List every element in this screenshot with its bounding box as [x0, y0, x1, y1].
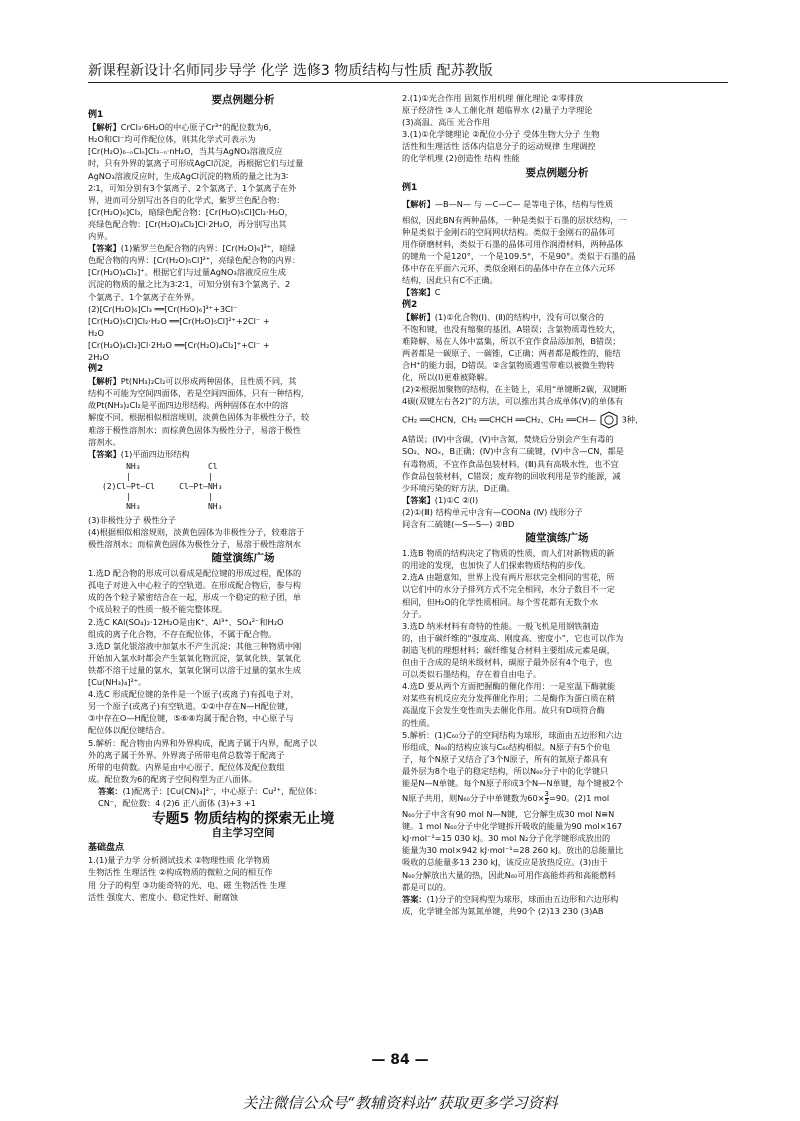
topic-title: 专题5 物质结构的探索无止境: [151, 811, 335, 828]
example-1-analysis: [402, 198, 712, 299]
list-item: 可以类似石墨结构，存在着自由电子。: [402, 669, 542, 680]
text-line: (1)平面四边形结构: [120, 448, 190, 459]
drill-list: [88, 567, 398, 809]
example-2-answer: [88, 448, 398, 550]
example-2-label: 例2: [88, 364, 104, 375]
text-line: 色配合物的内界：[Cr(H₂O)₅Cl]²⁺，亮绿色配合物的内界：: [88, 255, 301, 266]
list-item: 对某些有机反应充分发挥催化作用；二是酶作为蛋白质在稍: [402, 693, 615, 704]
list-item: 都是可以的。: [402, 881, 452, 892]
analysis-tag: 【解析】: [88, 122, 121, 133]
example-1-answer: [88, 242, 398, 363]
text-line: 亮绿色配合物：[Cr(H₂O)₄Cl₂]Cl·2H₂O，再分别写出其: [88, 218, 287, 229]
text-line: (2)①(Ⅲ) 结构单元中含有—COONa (Ⅳ) 线形分子: [402, 506, 583, 517]
text-line: 有毒物质，不宜作食品包装材料，(Ⅲ)具有高吸水性，也不宜: [402, 458, 619, 469]
example-1-analysis: [88, 121, 398, 242]
equation-line: (2)[Cr(H₂O)₆]Cl₃ ══[Cr(H₂O)₆]³⁺+3Cl⁻: [88, 303, 238, 314]
base-list: [88, 854, 398, 902]
list-item: 吸收的总能量多13 230 kJ，该反应是放热反应。(3)由于: [402, 857, 608, 868]
text-line: 结构不可能为空间四面体，若是空间四面体，只有一种结构，: [88, 388, 310, 399]
list-item: 配位体以配位键结合。: [88, 725, 170, 736]
list-item: 能是N—N单键。每个N原子形成3个N—N单键，每个键被2个: [402, 777, 624, 788]
list-item: kJ·mol⁻¹=15 030 kJ。30 mol N₂分子化学键形成放出的: [402, 833, 611, 844]
text-line: 难降解，易在人体中富集，所以不宜作食品添加剂，B错误；: [402, 335, 621, 346]
text-line: (3)非极性分子 极性分子: [88, 514, 176, 525]
list-item: 个成员粒子的性质一般不能完整体现。: [88, 604, 228, 615]
text-line: 内界。: [88, 231, 113, 242]
text-line: Pt(NH₃)₂Cl₂可以形成两种固体，且性质不同，其: [120, 376, 297, 387]
list-item: 5.解析：配合物由内界和外界构成，配离子属于内界，配离子以: [88, 737, 317, 748]
list-item: 的性质。: [402, 717, 435, 728]
example-1-label: 例1: [88, 110, 104, 121]
list-item: 外的离子属于外界。外界离子所带电荷总数等于配离子: [88, 749, 285, 760]
text-line: A错误；(Ⅳ)中含碳，(Ⅴ)中含氮，焚烧后分别会产生有毒的: [402, 434, 614, 445]
drill-list: [402, 547, 712, 917]
list-item: 另一个原子(或离子)有空轨道。①②中存在N—H配位键，: [88, 701, 294, 712]
monomer-line: [402, 411, 712, 429]
section-title-examples: 要点例题分析: [525, 166, 589, 179]
text-line: SO₂、NOₓ，B正确；(Ⅳ)中含有二硫键，(Ⅴ)中含—CN，都是: [402, 446, 624, 457]
text-line: 极性溶剂水；而棕黄色固体为极性分子，易溶于极性溶剂水: [88, 539, 301, 549]
left-column: [88, 92, 398, 903]
text-line: CrCl₃·6H₂O的中心原子Cr³⁺的配位数为6，: [120, 122, 277, 133]
list-item: 的，由于碳纤维的“强度高、刚度高、密度小”，它也可以作为: [402, 632, 624, 643]
example-2-analysis: [88, 375, 398, 448]
text-fragment: N原子共用，则N₆₀分子中单键数为60×: [402, 793, 545, 804]
text-line: 个氯离子、1个氯离子在外界。: [88, 291, 200, 302]
list-item: 3.选D 纳米材料有奇特的性能。一般飞机是用钢铁制造: [402, 620, 599, 631]
text-line: CN⁻，配位数：4 (2)6 正八面体 (3)+3 +1: [98, 797, 257, 808]
text-line: 时，只有外界的氯离子可形成AgCl沉淀，再根据它们与过量: [88, 158, 304, 169]
equation-line: [Cr(H₂O)₄Cl₂]Cl·2H₂O ══[Cr(H₂O)₄Cl₂]⁺+Cl⁻ +: [88, 339, 270, 350]
list-item: 4.选D 要从两个方面把握酶的催化作用：一是室温下酶就能: [402, 681, 616, 692]
list-item: 开始加入氯水时都会产生氯氧化物沉淀，氯氧化铁、氯氧化: [88, 652, 301, 663]
list-item: 的用途的发现，也加快了人们探索物质结构的步伐。: [402, 560, 591, 571]
list-item: 形组成，N₆₀的结构应该与C₆₀结构相似。N原子有5个价电: [402, 741, 611, 752]
text-line: (1)①化合物(Ⅰ)、(Ⅱ)的结构中，没有可以聚合的: [434, 311, 604, 322]
right-column: [402, 92, 712, 917]
list-item: [Cu(NH₃)₄]²⁺。: [88, 677, 147, 688]
list-item: 铁都不溶于过量的氯水，氯氧化铜可以溶于过量的氯水生成: [88, 664, 301, 675]
text-line: 种是类似于金刚石的空间网状结构。类似于金刚石的晶体可: [402, 226, 615, 237]
text-line: 化，所以(Ⅰ)更难被降解。: [402, 372, 493, 383]
answer-tag: 【答案】: [402, 494, 435, 505]
page-number: — 84 —: [371, 1052, 429, 1068]
bn-cc-formula: —B—N— 与 —C—C— 是等电子体，结构与性质: [434, 198, 614, 209]
text-line: [Cr(H₂O)₆₋ₙClₙ]Cl₃₋ₙ·nH₂O，当其与AgNO₃溶液反应: [88, 146, 283, 157]
list-item: 孤电子对进入中心粒子的空轨道。在形成配合物后，参与构: [88, 580, 301, 591]
analysis-tag: 【解析】: [402, 311, 435, 322]
list-item: 原子经济性 ③人工催化剂 超临界水 (2)量子力学理论: [402, 105, 593, 116]
list-item: 1.选B 物质的结构决定了物质的性质，而人们对新物质的新: [402, 548, 615, 559]
text-line: 相似，因此BN有两种晶体，一种是类似于石墨的层状结构，一: [402, 214, 627, 225]
benzene-ring-icon: [599, 411, 619, 429]
base-list-continued: [402, 92, 712, 165]
equation-line: H₂O: [88, 327, 104, 338]
answer-tag: 【答案】: [402, 287, 435, 298]
list-item: 1.选D 配合物的形成可以看成是配位键的形成过程，配体的: [88, 568, 302, 579]
list-item: 活性 强度大、密度小、稳定性好、耐腐蚀: [88, 891, 238, 902]
text-line: 界，进而可分别写出各自的化学式，紫罗兰色配合物：: [88, 194, 285, 205]
list-item: 能量为30 mol×942 kJ·mol⁻¹=28 260 kJ。放出的总能量比: [402, 845, 624, 856]
text-line: 故Pt(NH₃)₂Cl₂是平面四边形结构。两种固体在水中的溶: [88, 400, 289, 411]
list-item: 以它们中的水分子排列方式不完全相同，水分子数目不一定: [402, 584, 615, 595]
analysis-tag: 【解析】: [402, 198, 435, 209]
text-line: 不饱和键，也没有缩聚的基团，A错误；含氯物质毒性较大，: [402, 323, 621, 334]
text-line: 解度不同，根据相似相溶规则，淡黄色固体为非极性分子，较: [88, 412, 310, 423]
list-item: 5.解析：(1)C₆₀分子的空间结构为球形，球面由五边形和六边: [402, 729, 623, 740]
text-line: 成，化学键全部为氮氮单键，共90个 (2)13 230 (3)AB: [402, 905, 604, 916]
list-item: 制造飞机的理想材料；碳纤维复合材料主要组成元素是碳，: [402, 644, 615, 655]
example-2-analysis: [402, 311, 712, 531]
list-item: N₆₀分子中含有90 mol N—N键，它分解生成30 mol N≡N: [402, 809, 615, 820]
text-line: 的键角一个是120°，一个是109.5°，不是90°。类似于石墨的晶: [402, 251, 636, 262]
answer-tag: 【答案】: [88, 243, 121, 254]
example-2-label: 例2: [402, 299, 418, 310]
text-line: 4碳(双键左右各2)”的方法，可以推出其合成单体(Ⅴ)的单体有: [402, 396, 624, 407]
list-item: 1.(1)量子力学 分析测试技术 ②物理性质 化学物质: [88, 855, 270, 866]
analysis-tag: 【解析】: [88, 376, 121, 387]
list-item: 成的各个粒子紧密结合在一起，形成一个稳定的粒子团，单: [88, 592, 301, 603]
text-line: H₂O和Cl⁻均可作配位体，则其化学式可表示为: [88, 134, 256, 145]
list-item: 最外层为8个电子的稳定结构，所以N₆₀分子中的化学键只: [402, 765, 609, 776]
text-line: 沉淀的物质的量之比为3∶2∶1，可知分别有3个氯离子、2: [88, 279, 291, 290]
text-line: 体中存在平面六元环，类似金刚石的晶体中存在立体六元环: [402, 263, 615, 274]
text-line: 难溶于极性溶剂水；而棕黄色固体为极性分子，易溶于极性: [88, 424, 301, 435]
text-line: 2∶1，可知分别有3个氯离子、2个氯离子、1个氯离子在外: [88, 182, 297, 193]
list-item: 成。配位数为6的配离子空间构型为正八面体。: [88, 773, 257, 784]
example-1-label: 例1: [402, 182, 418, 193]
section-title-drill: 随堂演练广场: [525, 532, 589, 545]
text-line: 用作研磨材料，类似于石墨的晶体可用作润滑材料，两种晶体: [402, 239, 624, 250]
text-line: 溶剂水。: [88, 436, 121, 447]
list-item: 2.(1)①光合作用 固氮作用机理 催化理论 ②零排放: [402, 93, 584, 103]
list-item: 的化学机理 (2)创造性 结构 性能: [402, 153, 520, 164]
monomer-count: 3种，: [621, 414, 644, 425]
fraction-line: [402, 791, 712, 806]
list-item: 相同，但H₂O的化学性质相同。每个雪花都有无数个水: [402, 596, 599, 607]
answer-tag: 答案：: [98, 785, 123, 796]
text-line: (1)配离子：[Cu(CN)₄]²⁻，中心原子：Cu²⁺，配位体：: [122, 785, 322, 796]
text-line: (2)②根据加聚物的结构，在主链上，采用“单键断2碳，双键断: [402, 384, 627, 395]
list-item: 键。1 mol N₆₀分子中化学键拆开吸收的能量为90 mol×167: [402, 821, 623, 832]
list-item: 用 分子的构型 ③功能奇特的光、电、磁 生物活性 生理: [88, 879, 286, 890]
list-item: 但由于合成的是纳米级材料，碳原子最外层有4个电子，也: [402, 657, 612, 668]
text-line: 合H⁺的能力弱，D错误。②含氯物质遇雪带难以被微生物转: [402, 359, 615, 370]
equation-line: 2H₂O: [88, 351, 110, 362]
text-line: (1)紫罗兰色配合物的内界：[Cr(H₂O)₆]³⁺，暗绿: [120, 243, 296, 254]
list-item: 高温度下会发生变性而失去催化作用。故只有D项符合酶: [402, 705, 605, 716]
text-line: (1)①C ②(Ⅰ): [434, 494, 479, 505]
section-title-drill: 随堂演练广场: [211, 552, 275, 565]
list-item: 2.选C KAl(SO₄)₂·12H₂O是由K⁺、Al³⁺、SO₄²⁻和H₂O: [88, 616, 284, 627]
section-title-examples: 要点例题分析: [211, 94, 275, 106]
footer-note: 关注微信公众号“教辅资料站”获取更多学习资料: [242, 1094, 558, 1112]
list-item: 4.选C 形成配位键的条件是一个原子(或离子)有孤电子对，: [88, 689, 299, 700]
list-item: 分子。: [402, 608, 427, 619]
pt-complex-structures: NH₃ Cl | | (2)Cl—Pt—Cl Cl—Pt—NH₃ | | NH₃ NH₃: [102, 461, 223, 511]
list-item: 活性和生理活性 活体内信息分子的运动规律 生理调控: [402, 141, 596, 152]
base-title: 基础盘点: [88, 843, 125, 854]
list-item: 2.选A 由题意知，世界上没有两片形状完全相同的雪花，所: [402, 572, 615, 583]
answer-tag: 【答案】: [88, 448, 121, 459]
page-header: 新课程新设计名师同步导学 化学 选修3 物质结构与性质 配苏教版: [88, 60, 728, 83]
list-item: 生物活性 生理活性 ②构成物质的微粒之间的相互作: [88, 867, 273, 878]
equation-line: [Cr(H₂O)₅Cl]Cl₂·H₂O ══[Cr(H₂O)₅Cl]²⁺+2Cl⁻ +: [88, 315, 270, 326]
text-line: 间含有二硫键(—S—S—) ②BD: [402, 519, 515, 529]
text-line: AgNO₃溶液反应时，生成AgCl沉淀的物质的量之比为3∶: [88, 170, 289, 181]
list-item: (3)高温、高压 光合作用: [402, 117, 490, 128]
list-item: 所带的电荷数。内界是由中心原子、配位体及配位数组: [88, 761, 285, 772]
list-item: 子，每个N原子又结合了3个N原子，所有的氮原子都具有: [402, 753, 608, 764]
text-line: 两者都是一碳原子、一碳锥，C正确；两者都是酸性的，能结: [402, 347, 621, 358]
section-title-self-study: 自主学习空间: [211, 827, 275, 840]
answer-tag: 答案：: [402, 893, 427, 904]
list-item: N₆₀分解放出大量的热，因此N₆₀可用作高能炸药和高能燃料: [402, 869, 616, 880]
answer-value: C: [434, 287, 441, 298]
text-line: 少环境污染的好方法，D正确。: [402, 482, 515, 493]
list-item: 3.选D 氯化银溶液中加氯水不产生沉淀；其他三种物质中刚: [88, 640, 302, 651]
text-line: (1)分子的空间构型为球形，球面由五边形和六边形构: [426, 893, 619, 904]
text-line: [Cr(H₂O)₄Cl₂]⁺。根据它们与过量AgNO₃溶液反应生成: [88, 267, 286, 278]
text-line: [Cr(H₂O)₆]Cl₃，暗绿色配合物：[Cr(H₂O)₅Cl]Cl₂·H₂O，: [88, 206, 293, 217]
fraction-denominator: 2: [544, 798, 549, 807]
list-item: 3.(1)①化学键理论 ②配位小分子 受体生物大分子 生物: [402, 129, 600, 140]
list-item: 组成的离子化合物，不存在配位体，不属于配合物。: [88, 628, 277, 639]
monomer-formulas: CH₂ ══CHCN，CH₂ ══CHCH ══CH₂、CH₂ ══CH—: [402, 414, 597, 425]
text-fragment: =90。(2)1 mol: [549, 793, 610, 804]
fraction-numerator: 3: [544, 790, 549, 799]
text-line: 作食品包装材料，C错误；废弃物的回收利用是节约能源，减: [402, 470, 621, 481]
text-line: (4)根据相似相溶规则，淡黄色固体为非极性分子，较难溶于: [88, 526, 305, 537]
list-item: ③中存在O—H配位键，⑤⑥⑧均属于配合物，中心原子与: [88, 713, 294, 724]
text-line: 结构，因此只有C不正确。: [402, 275, 498, 286]
